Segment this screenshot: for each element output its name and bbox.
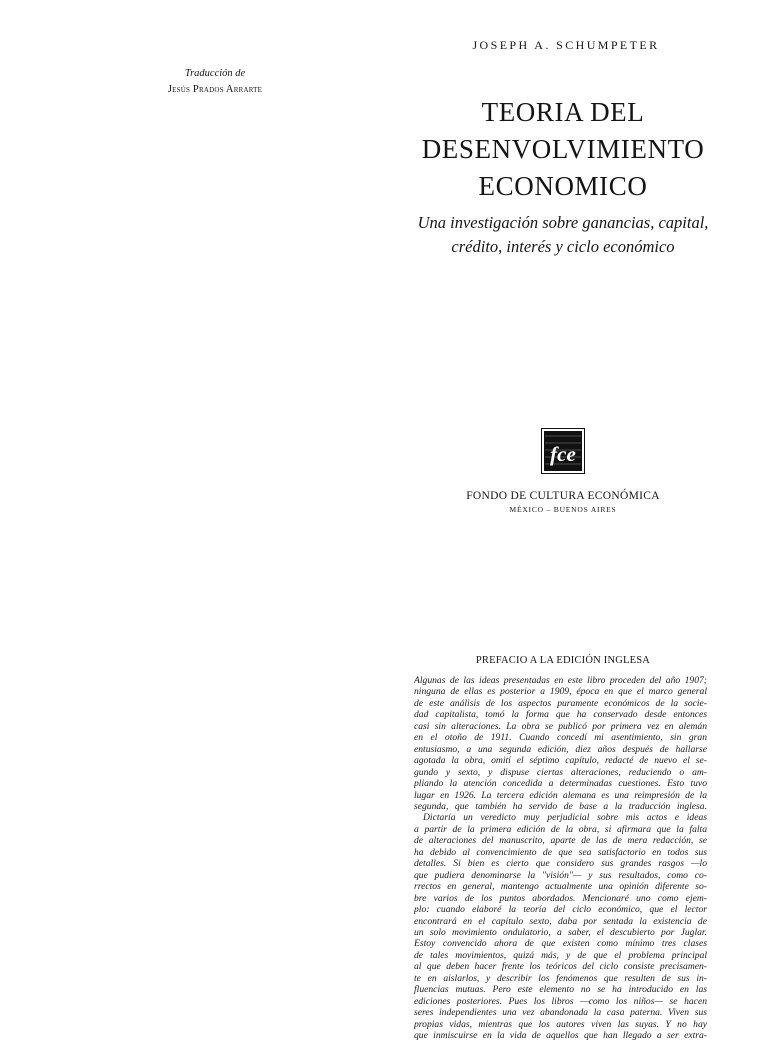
preface-line: encontrará en el capítulo sexto, daba por sentada la existencia de bbox=[414, 915, 707, 927]
preface-line: dad capitalista, tomó la forma que ha conservado desde entonces bbox=[414, 709, 707, 721]
preface-line: un solo movimiento ondulatorio, a saber, el descubierto por Juglar. bbox=[414, 926, 707, 938]
preface-line: al que deben hacer frente los teóricos del ciclo consiste precisamen- bbox=[414, 961, 707, 973]
preface-line: bre varios de los puntos abordados. Mencionaré uno como ejem- bbox=[414, 892, 707, 904]
book-subtitle bbox=[410, 211, 716, 259]
preface-text bbox=[414, 675, 707, 1042]
translator-label: Traducción de bbox=[184, 68, 246, 79]
preface-line: lugar en 1926. La tercera edición alemana es una reimpresión de la bbox=[414, 789, 707, 801]
preface-line: que pudiera denominarse la "visión"— y sus resultados, como co- bbox=[414, 869, 707, 881]
publisher-cities: MÉXICO – BUENOS AIRES bbox=[509, 505, 617, 514]
author-name: JOSEPH A. SCHUMPETER bbox=[472, 38, 660, 52]
publisher-name: FONDO DE CULTURA ECONÓMICA bbox=[466, 490, 660, 502]
preface-line: segunda, que también ha servido de base a la traducción inglesa. bbox=[414, 800, 707, 812]
preface-heading: PREFACIO A LA EDICIÓN INGLESA bbox=[475, 655, 651, 666]
book-title-line: TEORIA DEL bbox=[481, 97, 645, 127]
preface-line: ediciones posteriores. Pues los libros —como los niños— se hacen bbox=[414, 995, 707, 1007]
preface-line: de este análisis de los aspectos puramente económicos de la socie- bbox=[414, 697, 707, 709]
preface-line: ha debido al convencimiento de que sea satisfactorio en todos sus bbox=[414, 846, 707, 858]
book-title-line: ECONOMICO bbox=[478, 171, 648, 201]
preface-line: plo: cuando elaboré la teoría del ciclo económico, que el lector bbox=[414, 904, 707, 916]
preface-line: gundo y sexto, y dispuse ciertas alteraciones, reduciendo o am- bbox=[414, 766, 707, 778]
publisher-logo-icon bbox=[541, 428, 585, 474]
preface-line: fluencias mutuas. Pero este elemento no se ha introducido en las bbox=[414, 984, 707, 996]
preface-line: agotada la obra, omití el séptimo capítulo, redacté de nuevo el se- bbox=[414, 755, 707, 767]
book-title bbox=[410, 94, 716, 205]
preface-line: a partir de la primera edición de la obra, si afirmara que la falta bbox=[414, 823, 707, 835]
preface-line: entusiasmo, a una segunda edición, diez años después de hallarse bbox=[414, 743, 707, 755]
publisher-logo-letters: fce bbox=[550, 442, 576, 466]
preface-line: que inmiscuirse en la vida de aquellos que han llegado a ser extra- bbox=[414, 1030, 707, 1042]
preface-line: ninguna de ellas es posterior a 1909, época en que el marco general bbox=[414, 686, 707, 698]
preface-line: seres independientes una vez abandonada la casa paterna. Viven sus bbox=[414, 1007, 707, 1019]
preface-line: casi sin alteraciones. La obra se publicó por primera vez en alemán bbox=[414, 720, 707, 732]
preface-line: Dictaría un veredicto muy perjudicial sobre mis actos e ideas bbox=[423, 812, 707, 824]
preface-line: detalles. Si bien es cierto que considero sus grandes rasgos —lo bbox=[414, 858, 707, 870]
translator-name: Jesús Prados Arrarte bbox=[167, 84, 263, 95]
preface-line: Algunas de las ideas presentadas en este libro proceden del año 1907; bbox=[414, 675, 707, 686]
book-subtitle-line: Una investigación sobre ganancias, capital, bbox=[417, 213, 709, 232]
preface-line: de alteraciones del manuscrito, aparte de las de mera redacción, se bbox=[414, 835, 707, 847]
preface-line: de tales movimientos, quizá más, y de que el problema principal bbox=[414, 949, 707, 961]
preface-line: rrectos en general, mantengo actualmente una opinión diferente so- bbox=[414, 881, 707, 893]
book-subtitle-line: crédito, interés y ciclo económico bbox=[451, 237, 675, 256]
preface-line: Estoy convencido ahora de que existen como mínimo tres clases bbox=[414, 938, 707, 950]
preface-line: te en aislarlos, y describir los fenómenos que resulten de sus in- bbox=[414, 972, 707, 984]
preface-line: propias vidas, mientras que los autores viven las suyas. Y no hay bbox=[414, 1018, 707, 1030]
preface-line: pliando la atención concedida a determinadas cuestiones. Esto tuvo bbox=[414, 778, 707, 790]
book-title-line: DESENVOLVIMIENTO bbox=[421, 134, 705, 164]
preface-line: en el otoño de 1911. Cuando concedí mi asentimiento, sin gran bbox=[414, 732, 707, 744]
translator-credit bbox=[120, 66, 310, 98]
